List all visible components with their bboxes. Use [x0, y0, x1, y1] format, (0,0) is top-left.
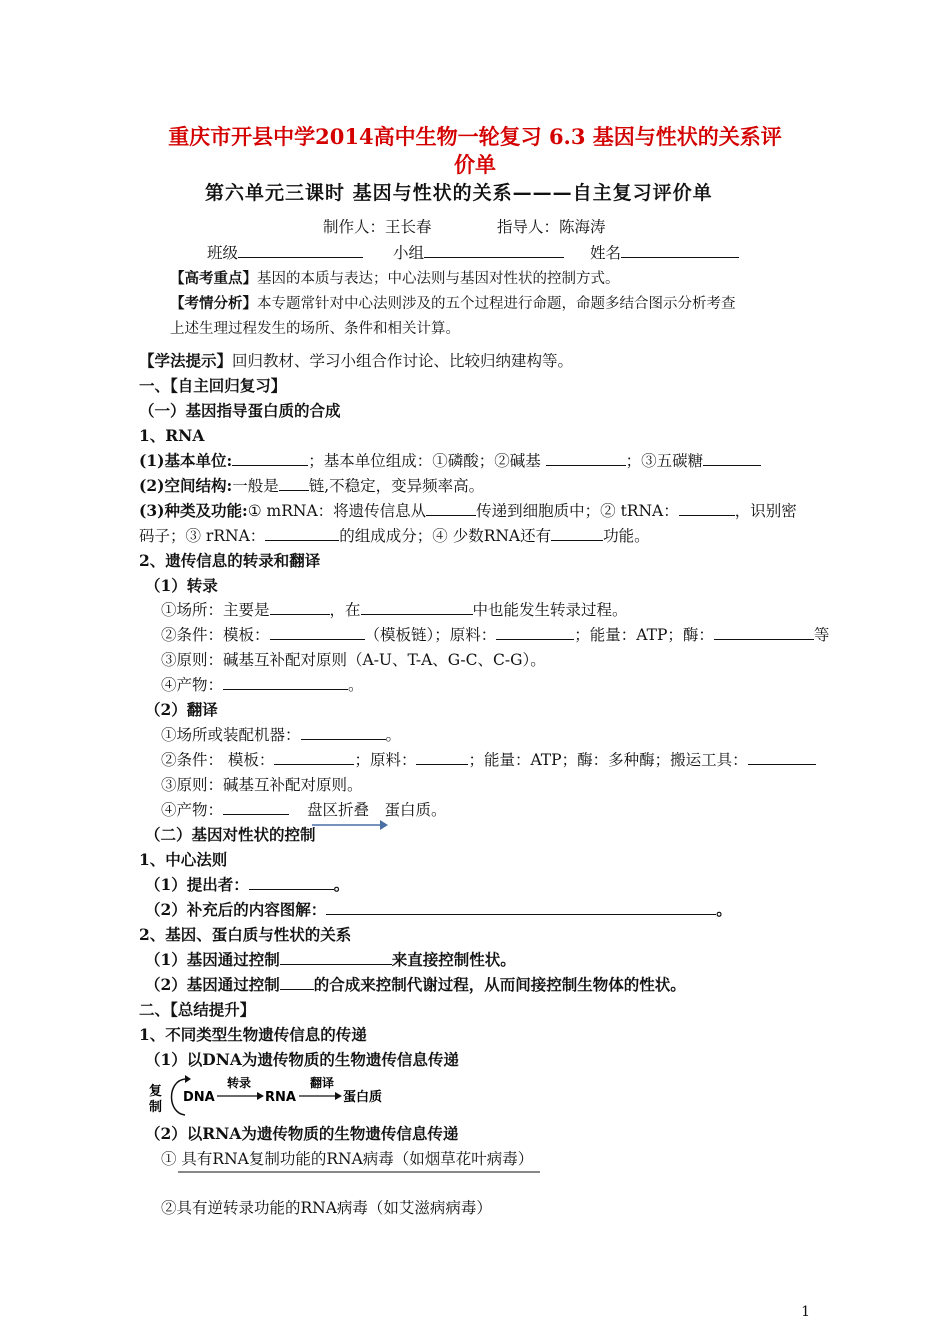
rna-types-label: (3)种类及功能:: [139, 501, 248, 520]
translation-site-line: [161, 724, 401, 746]
translation-template-blank[interactable]: [274, 749, 354, 765]
rna-strand-blank[interactable]: [279, 475, 309, 491]
transcription-conditions-text: ②条件：模板：: [161, 626, 270, 644]
rna-structure-text-a: 一般是: [232, 477, 279, 495]
study-method-line: [139, 350, 573, 372]
name-field: [590, 242, 739, 264]
rna-sugar-blank[interactable]: [703, 450, 761, 466]
rna-function-text: 功能。: [603, 527, 650, 545]
transcription-site-blank[interactable]: [270, 599, 330, 615]
rna-basic-unit-line: [139, 450, 761, 472]
rna-extra-text: 的组成成分；④ 少数RNA还有: [339, 527, 552, 545]
translate-arrow-icon: [335, 1092, 342, 1100]
section-2-heading: 二、【总结提升】: [139, 1000, 256, 1019]
central-dogma-heading: 1、中心法则: [139, 850, 228, 869]
exam-analysis-text: 本专题常针对中心法则涉及的五个过程进行命题，命题多结合图示分析考查: [257, 296, 736, 312]
transcription-site-text-c: 中也能发生转录过程。: [472, 601, 628, 619]
translation-material-blank[interactable]: [416, 749, 468, 765]
proposer-line: [145, 874, 349, 896]
transcription-heading: （1）转录: [145, 576, 218, 595]
diagram-dna-label: DNA: [183, 1090, 215, 1105]
translation-site-text: ①场所或装配机器：: [161, 726, 301, 744]
group-blank[interactable]: [424, 242, 564, 258]
trna-text: 传递到细胞质中；② tRNA：: [476, 502, 679, 520]
translation-product-line: [161, 799, 447, 821]
name-blank[interactable]: [621, 242, 739, 258]
direct-control-blank[interactable]: [280, 949, 392, 965]
subsection-1-heading: （一）基因指导蛋白质的合成: [139, 401, 341, 420]
rna-function-blank[interactable]: [551, 525, 603, 541]
dogma-diagram-text: （2）补充后的内容图解：: [145, 900, 327, 919]
proposer-text: （1）提出者：: [145, 875, 249, 894]
dogma-diagram-blank[interactable]: [326, 899, 716, 915]
transcription-site-text-b: ，在: [329, 601, 361, 619]
indirect-control-end: 的合成来控制代谢过程，从而间接控制生物体的性状。: [313, 975, 686, 994]
mrna-text: ① mRNA：将遗传信息从: [247, 502, 427, 520]
diagram-rna-label: RNA: [265, 1090, 296, 1105]
exam-analysis-line: [170, 293, 736, 315]
dna-flow-diagram: [145, 1073, 405, 1121]
transcription-product-end: 。: [348, 676, 364, 694]
section-1-heading: 一、【自主回归复习】: [139, 376, 287, 395]
rna-structure-text-b: 链,不稳定，变异频率高。: [308, 477, 485, 495]
rna-sugar-label: ；③五碳糖: [625, 452, 704, 470]
transcription-template-blank[interactable]: [270, 624, 365, 640]
diagram-protein-label: 蛋白质: [343, 1090, 383, 1105]
diagram-replicate-label-2: 制: [149, 1100, 163, 1115]
direct-control-text: （1）基因通过控制: [145, 950, 280, 969]
rna-basic-unit-label: (1)基本单位:: [139, 451, 233, 470]
transcription-product-blank[interactable]: [223, 674, 348, 690]
gaokao-key-text: 基因的本质与表达；中心法则与基因对性状的控制方式。: [257, 271, 620, 287]
diagram-replicate-label-1: 复: [149, 1084, 163, 1099]
rna-transfer-heading: （2）以RNA为遗传物质的生物遗传信息传递: [145, 1124, 459, 1143]
translation-conditions-line: [161, 749, 816, 771]
transcription-site-text: ①场所：主要是: [161, 601, 270, 619]
translation-site-end: 。: [385, 726, 402, 744]
group-label: 小组: [393, 244, 425, 262]
document-title-line2: 价单: [454, 152, 496, 177]
trna-text-b: ，识别密: [734, 502, 797, 520]
name-label: 姓名: [590, 244, 622, 262]
transcribe-arrow-icon: [257, 1092, 264, 1100]
indirect-control-blank[interactable]: [280, 974, 314, 990]
transcription-etc-text: 等: [813, 626, 830, 644]
rna-replicase-virus: ① 具有RNA复制功能的RNA病毒（如烟草花叶病毒）: [161, 1150, 534, 1168]
rna-unit-composition-text: ；基本单位组成：①磷酸；②碱基: [308, 452, 541, 470]
study-method-text: 回归教材、学习小组合作讨论、比较归纳建构等。: [232, 352, 574, 370]
subsection-2-heading: （二）基因对性状的控制: [145, 825, 316, 844]
group-field: [393, 242, 564, 264]
mrna-blank[interactable]: [426, 500, 476, 516]
document-title-line1: 重庆市开县中学2014高中生物一轮复习 6.3 基因与性状的关系评: [168, 124, 782, 149]
rrna-blank[interactable]: [265, 525, 339, 541]
translation-site-blank[interactable]: [301, 724, 386, 740]
trna-blank[interactable]: [679, 500, 735, 516]
rna-base-blank[interactable]: [546, 450, 626, 466]
proposer-end: 。: [333, 875, 350, 894]
item-rna-heading: 1、RNA: [139, 426, 205, 445]
rna-replicase-underline: [178, 1168, 548, 1176]
class-field: [207, 242, 363, 264]
translation-product-text: ④产物：: [161, 801, 224, 819]
direct-control-end: 来直接控制性状。: [391, 950, 516, 969]
gaokao-key-tag: 【高考重点】: [170, 271, 257, 287]
translation-carrier-text: ；能量：ATP；酶：多种酶；搬运工具：: [468, 751, 748, 769]
rna-types-line: [139, 500, 797, 522]
indirect-control-line: [145, 974, 686, 996]
item-transcription-translation: 2、遗传信息的转录和翻译: [139, 551, 321, 570]
transcription-principle: ③原则：碱基互补配对原则（A-U、T-A、G-C、C-G）。: [161, 651, 546, 669]
rna-basic-unit-blank[interactable]: [232, 450, 308, 466]
translation-product-folding: 盘区折叠 蛋白质。: [307, 801, 447, 819]
direct-control-line: [145, 949, 516, 971]
maker-label: 制作人：王长春: [323, 218, 432, 236]
diagram-transcribe-label: 转录: [227, 1076, 252, 1090]
translation-product-blank[interactable]: [223, 799, 289, 815]
guide-label: 指导人：陈海涛: [497, 218, 606, 236]
gene-trait-heading: 2、基因、蛋白质与性状的关系: [139, 925, 352, 944]
dna-transfer-heading: （1）以DNA为遗传物质的生物遗传信息传递: [145, 1050, 459, 1069]
rrna-text: 码子；③ rRNA：: [139, 527, 266, 545]
study-method-tag: 【学法提示】: [139, 351, 233, 370]
transcription-material-text: （模板链）；原料：: [364, 626, 497, 644]
class-blank[interactable]: [238, 242, 363, 258]
transcription-enzyme-text: ；能量：ATP；酶：: [574, 626, 714, 644]
dogma-diagram-end: 。: [716, 900, 732, 919]
translation-conditions-text: ②条件： 模板：: [161, 751, 275, 769]
transcription-enzyme-blank[interactable]: [714, 624, 814, 640]
translation-principle: ③原则：碱基互补配对原则。: [161, 776, 363, 794]
folding-arrow-icon: [310, 818, 390, 832]
rrna-line: [139, 525, 650, 547]
transcription-other-site-blank[interactable]: [361, 599, 473, 615]
translation-carrier-blank[interactable]: [748, 749, 816, 765]
retrovirus-line: ②具有逆转录功能的RNA病毒（如艾滋病病毒）: [161, 1199, 492, 1217]
exam-analysis-tag: 【考情分析】: [170, 296, 257, 312]
transcription-site-line: [161, 599, 628, 621]
transcription-conditions-line: [161, 624, 829, 646]
transcription-product-text: ④产物：: [161, 676, 224, 694]
rna-structure-label: (2)空间结构:: [139, 476, 233, 495]
transcription-product-line: [161, 674, 364, 696]
translation-heading: （2）翻译: [145, 700, 218, 719]
page-number: 1: [801, 1304, 810, 1320]
proposer-blank[interactable]: [249, 874, 334, 890]
class-label: 班级: [207, 244, 239, 262]
rna-structure-line: [139, 475, 484, 497]
gaokao-key-line: [170, 268, 620, 290]
indirect-control-text: （2）基因通过控制: [145, 975, 280, 994]
diagram-translate-label: 翻译: [310, 1076, 335, 1090]
summary-heading: 1、不同类型生物遗传信息的传递: [139, 1025, 367, 1044]
transcription-material-blank[interactable]: [496, 624, 574, 640]
exam-analysis-text-2: 上述生理过程发生的场所、条件和相关计算。: [170, 321, 460, 337]
translation-material-text: ；原料：: [354, 751, 417, 769]
dogma-diagram-line: [145, 899, 732, 921]
document-subtitle: 第六单元三课时 基因与性状的关系———自主复习评价单: [205, 182, 713, 204]
